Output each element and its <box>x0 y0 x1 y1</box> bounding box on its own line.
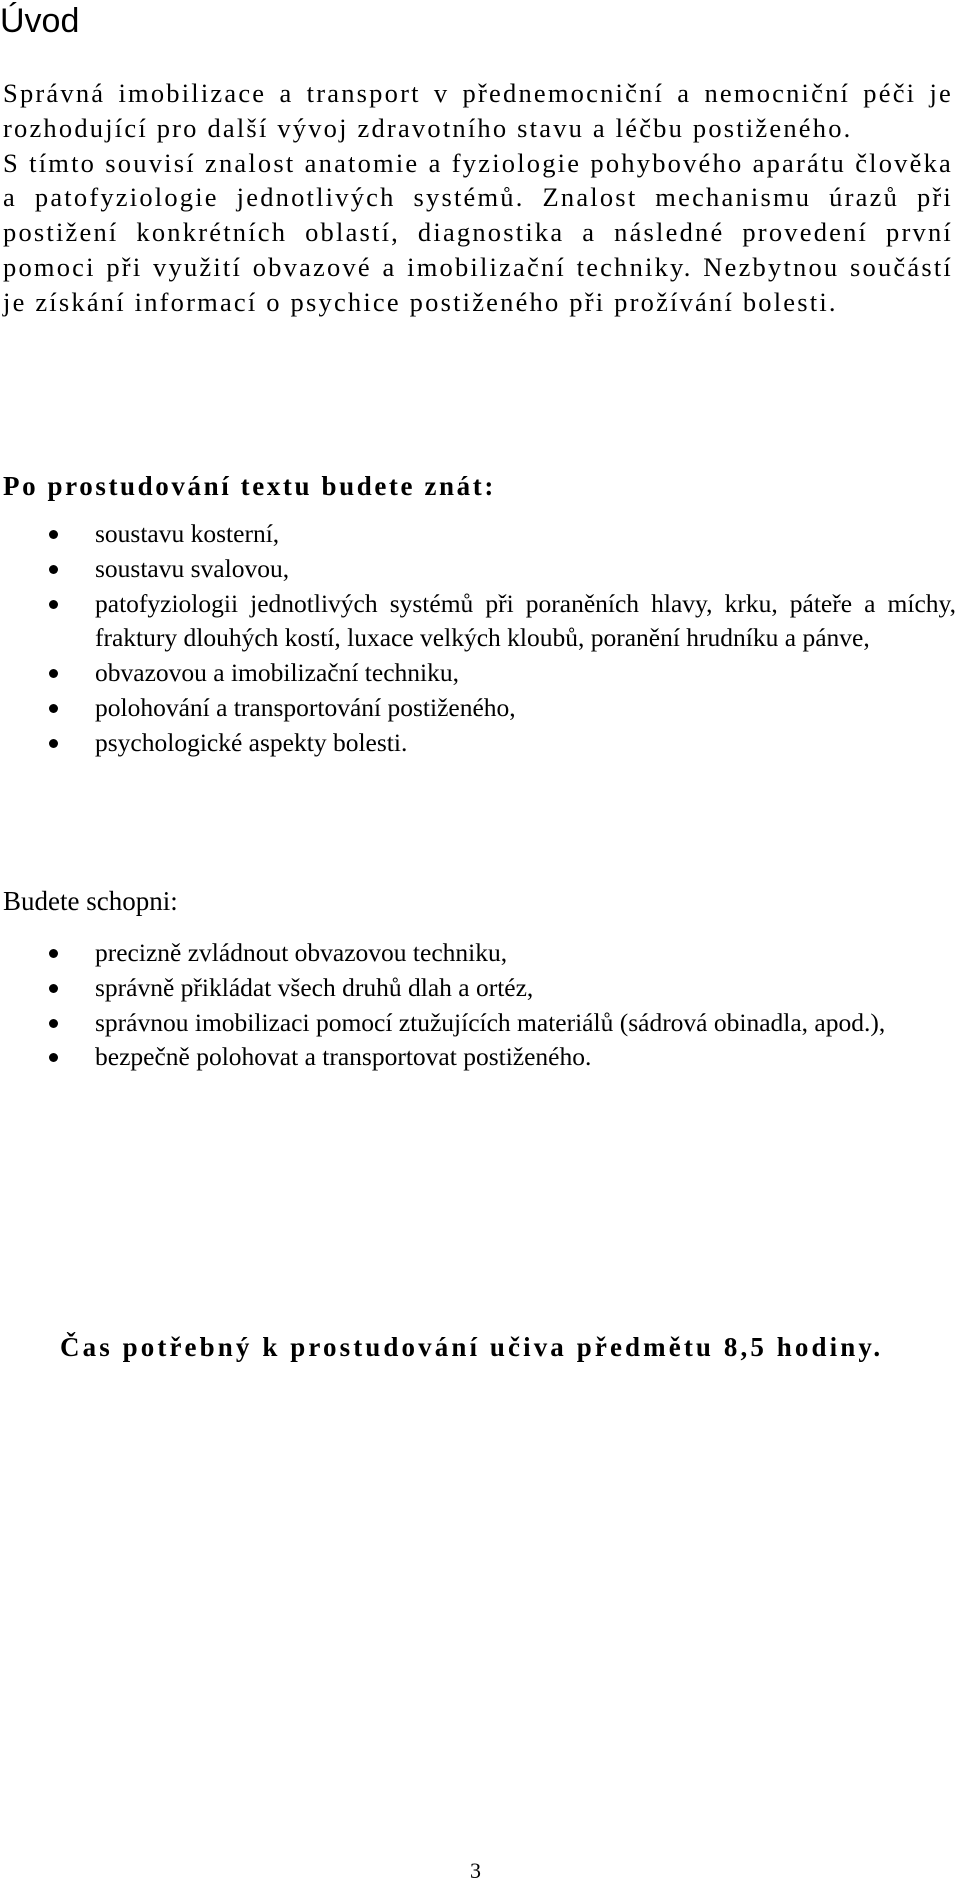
list-item-text: patofyziologii jednotlivých systémů při poraněních hlavy, krku, páteře a míchy, fraktury dlouhých kostí, luxace velkých kloubů, poranění hrudníku a pánve, <box>95 588 956 653</box>
list-item-text: precizně zvládnout obvazovou techniku, <box>95 938 508 967</box>
bullet-icon <box>49 600 58 609</box>
bullet-icon <box>49 704 58 713</box>
bullet-icon <box>49 949 58 958</box>
list-item <box>0 552 956 587</box>
list-item-text: obvazovou a imobilizační techniku, <box>95 658 459 688</box>
list-item <box>0 971 956 1006</box>
bullet-icon <box>49 1053 58 1062</box>
intro-text <box>3 76 953 320</box>
list-item-text: psychologické aspekty bolesti. <box>95 727 408 757</box>
list-item <box>0 517 956 552</box>
list-item-text: správně přikládat všech druhů dlah a ortéz, <box>95 972 534 1002</box>
bullet-icon <box>49 984 58 993</box>
list-item-text: soustavu svalovou, <box>95 553 290 583</box>
list-item-text: soustavu kosterní, <box>95 519 280 548</box>
bullet-icon <box>49 1019 58 1028</box>
page-number: 3 <box>470 1858 481 1883</box>
list-item-text: správnou imobilizaci pomocí ztužujících materiálů (sádrová obinadla, apod.), <box>95 1007 886 1037</box>
list-item <box>0 587 956 657</box>
intro-paragraph: Správná imobilizace a transport v přednemocniční a nemocniční péči je rozhodující pro další vývoj zdravotního stavu a léčbu postiženého. <box>3 78 953 143</box>
list-item <box>0 1006 956 1041</box>
skills-list <box>0 936 956 1075</box>
list-item <box>0 726 956 761</box>
list-item-text: polohování a transportování postiženého, <box>95 692 516 722</box>
intro-paragraph: S tímto souvisí znalost anatomie a fyziologie pohybového aparátu člověka a patofyziologie jednotlivých systémů. Znalost mechanismu úrazů při postižení konkrétních oblastí, diagnostika a následné provedení první pomoci při využití obvazové a imobilizační techniky. Nezbytnou součástí je získání informací o psychice postiženého při prožívání bolesti. <box>3 147 953 317</box>
list-item <box>0 691 956 726</box>
knowledge-list <box>0 517 956 761</box>
bullet-icon <box>49 669 58 678</box>
list-item-text: bezpečně polohovat a transportovat postiženého. <box>95 1042 592 1072</box>
knowledge-section-title: Po prostudování textu budete znát: <box>3 471 496 501</box>
skills-section-title: Budete schopni: <box>3 886 178 916</box>
list-item <box>0 936 956 971</box>
bullet-icon <box>49 739 58 748</box>
bullet-icon <box>49 565 58 574</box>
list-item <box>0 656 956 691</box>
page-title: Úvod <box>0 2 80 40</box>
bullet-icon <box>49 530 58 539</box>
study-time: Čas potřebný k prostudování učiva předmětu 8,5 hodiny. <box>60 1332 884 1362</box>
list-item <box>0 1040 956 1075</box>
